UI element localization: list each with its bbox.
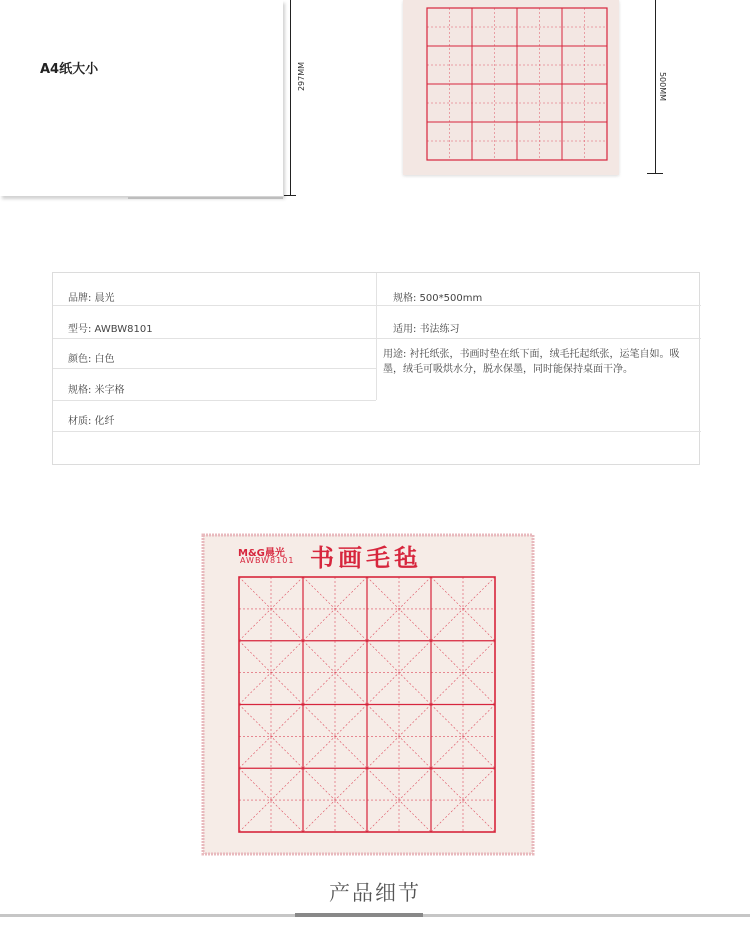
spec-row xyxy=(53,400,701,432)
brand-logo: M&G晨光 xyxy=(238,548,285,559)
spec-material: 材质: 化纤 xyxy=(68,416,115,427)
a4-paper-sheet xyxy=(0,0,283,196)
spec-size: 规格: 500*500mm xyxy=(393,293,483,304)
section-caption: 产品细节 xyxy=(329,881,421,905)
spec-row xyxy=(53,273,701,306)
a4-dimension-line xyxy=(290,0,291,196)
felt-sample-preview xyxy=(403,0,619,175)
spec-table xyxy=(52,272,700,465)
spec-model: 型号: AWBW8101 xyxy=(68,324,153,335)
a4-height-text: 297MM xyxy=(297,61,307,92)
spec-brand: 品牌: 晨光 xyxy=(68,293,115,304)
spec-column-divider xyxy=(376,273,377,400)
section-divider-accent xyxy=(295,913,423,917)
felt-product-image xyxy=(200,532,536,857)
a4-dimension-cap xyxy=(284,195,296,196)
spec-color: 颜色: 白色 xyxy=(68,354,115,365)
spec-grid: 规格: 米字格 xyxy=(68,385,125,396)
felt-dimension-line xyxy=(655,0,656,174)
product-model-code: AWBW8101 xyxy=(240,556,295,565)
spec-usage-desc: 用途: 衬托纸张，书画时垫在纸下面，绒毛托起纸张，运笔自如。吸墨，绒毛可吸烘水分，脱水保墨，同时能保持桌面干净。 xyxy=(383,349,680,375)
felt-height-text: 500MM xyxy=(658,71,668,102)
spec-usage-for: 适用: 书法练习 xyxy=(393,324,460,335)
felt-dimension-cap xyxy=(647,173,663,174)
product-title: 书画毛毡 xyxy=(310,543,422,572)
a4-size-label: A4纸大小 xyxy=(40,62,99,77)
